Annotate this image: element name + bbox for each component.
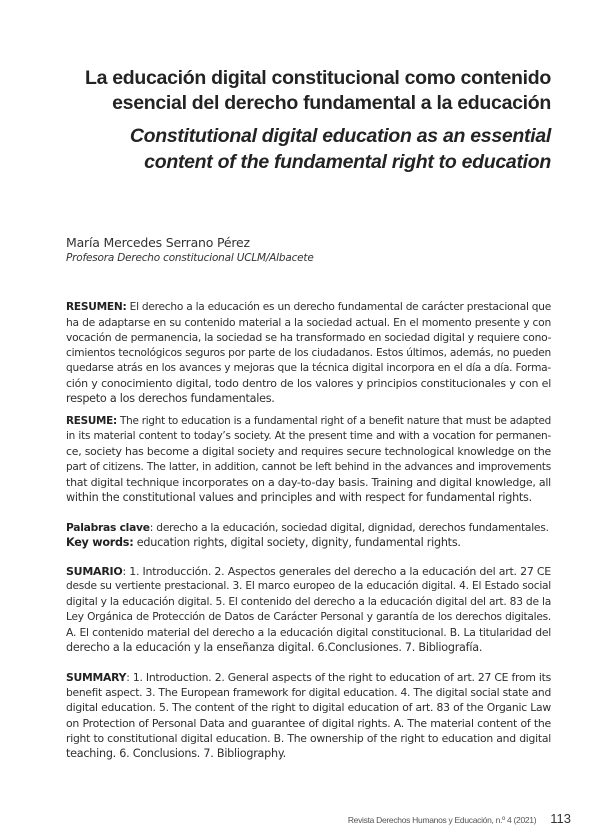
sumario-label: SUMARIO: [66, 565, 123, 578]
toc-line: derecho a la educación y la enseñanza digital. 6.Conclusiones. 7. Bibliografía.: [66, 640, 483, 654]
abstract-spanish-label: RESUMEN:: [66, 301, 127, 313]
abstract-line: quedarse atrás en los avances y mejoras que la técnica digital incorpora en el día a día. Forma-: [66, 361, 551, 374]
abstract-line: respeto a los derechos fundamentales.: [66, 392, 275, 406]
toc-line: digital y la educación digital. 5. El contenido del derecho a la educación digital del art. 83 de la: [66, 595, 551, 609]
toc-line: desde su vertiente prestacional. 3. El marco europeo de la educación digital. 4. El Estado social: [66, 580, 551, 593]
author-name: María Mercedes Serrano Pérez: [66, 235, 250, 250]
toc-line: Ley Orgánica de Protección de Datos de Carácter Personal y garantía de los derechos digitales.: [66, 610, 551, 623]
keywords-english-label: Key words:: [66, 536, 134, 550]
table-of-contents-english: [66, 670, 551, 761]
abstract-line: cimientos tecnológicos seguros por parte de los ciudadanos. Estos últimos, además, no pueden: [66, 346, 551, 359]
abstract-line: in its material content to today’s society. At the present time and with a vocation for permanen-: [66, 430, 551, 443]
keywords-spanish-label: Palabras clave: [66, 521, 150, 534]
title-english-line: content of the fundamental right to education: [144, 151, 551, 173]
toc-line: digital education. 5. The content of the right to digital education of art. 83 of the Organic Law: [66, 701, 551, 715]
summary-label: SUMMARY: [66, 671, 127, 684]
toc-line: benefit aspect. 3. The European framework for digital education. 4. The digital social state and: [66, 686, 551, 700]
title-english-line: Constitutional digital education as an essential: [129, 125, 551, 147]
keywords-spanish: Palabras clave: derecho a la educación, sociedad digital, dignidad, derechos fundamentales.: [66, 521, 549, 534]
abstract-line: within the constitutional values and principles and with respect for fundamental rights.: [66, 490, 532, 504]
abstract-line: ción y conocimiento digital, todo dentro de los valores y principios constitucionales y con el: [66, 376, 551, 390]
toc-line: SUMMARY: 1. Introduction. 2. General aspects of the right to education of art. 27 CE from its: [66, 671, 551, 684]
table-of-contents-spanish: [66, 564, 551, 655]
abstract-line: ha de adaptarse en su contenido material a la sociedad actual. En el momento presente y con: [66, 316, 551, 330]
abstract-line: RESUMEN: El derecho a la educación es un derecho fundamental de carácter prestacional que: [66, 301, 551, 313]
abstract-line: RESUME: The right to education is a fundamental right of a benefit nature that must be adapted: [66, 415, 551, 427]
abstract-line: part of citizens. The latter, in addition, cannot be left behind in the advances and improvements: [66, 460, 551, 473]
article-title-block: [51, 66, 551, 175]
abstract-line: that digital technique incorporates on a day-to-day basis. Training and digital knowledge, all: [66, 475, 551, 489]
abstract-english-label: RESUME:: [66, 415, 117, 427]
toc-line: right to constitutional digital education. B. The ownership of the right to education and digital: [66, 731, 551, 745]
abstract-line: vocación de permanencia, la sociedad se ha transformado en sociedad digital y requiere cono-: [66, 331, 552, 345]
abstract-spanish: [66, 300, 551, 406]
title-english: [51, 123, 551, 175]
keywords-block: [66, 520, 551, 550]
abstract-line: ce, society has become a digital society and requires secure technological knowledge on the: [66, 445, 551, 459]
page-footer: [348, 811, 571, 826]
toc-line: teaching. 6. Conclusions. 7. Bibliography.: [66, 746, 286, 760]
title-spanish-line: La educación digital constitucional como contenido: [84, 67, 551, 89]
author-block: [66, 235, 314, 266]
author-affiliation: Profesora Derecho constitucional UCLM/Albacete: [66, 252, 314, 264]
page-number: 113: [550, 811, 571, 826]
keywords-english: Key words: education rights, digital society, dignity, fundamental rights.: [66, 536, 461, 550]
journal-citation: Revista Derechos Humanos y Educación, n.º 4 (2021): [347, 815, 537, 825]
title-spanish-line: esencial del derecho fundamental a la educación: [112, 92, 551, 114]
title-spanish: [51, 66, 551, 116]
toc-line: SUMARIO: 1. Introducción. 2. Aspectos generales del derecho a la educación del art. 27 CE: [66, 565, 551, 578]
toc-line: A. El contenido material del derecho a la educación digital constitucional. B. La titularidad del: [66, 625, 551, 639]
toc-line: on Protection of Personal Data and guarantee of digital rights. A. The material content of the: [66, 716, 551, 730]
abstract-english: [66, 414, 551, 505]
